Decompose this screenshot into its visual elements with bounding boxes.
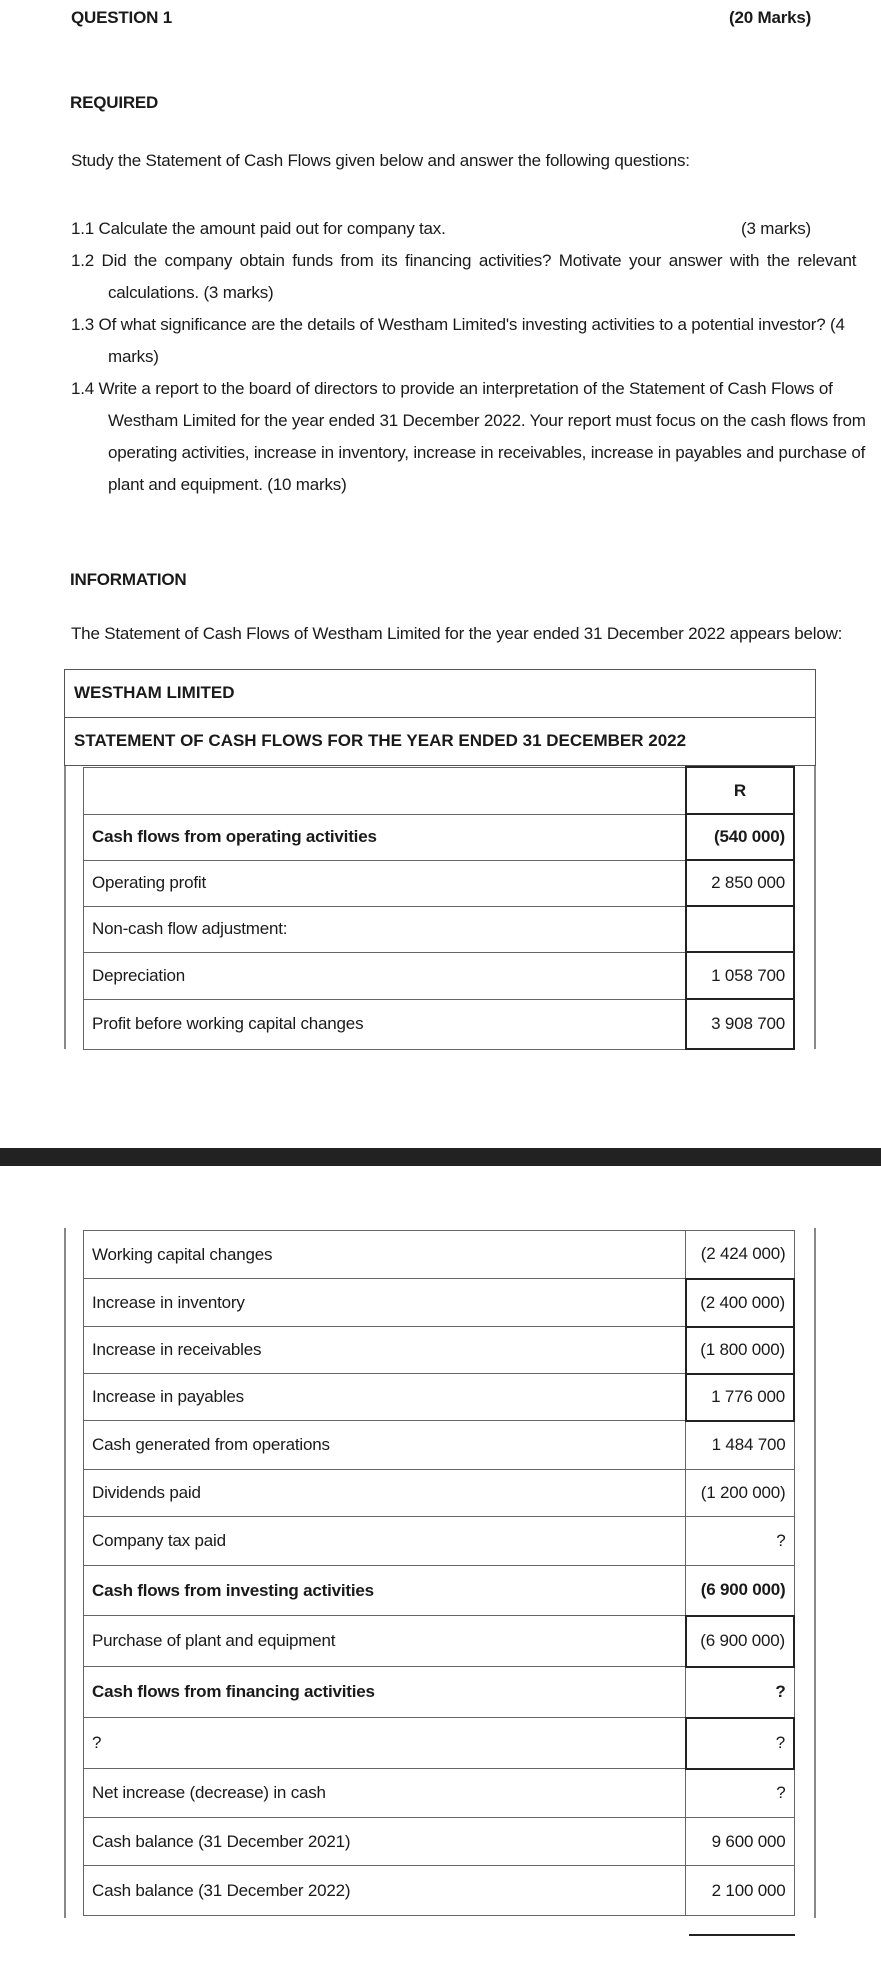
statement-table-part-1: [83, 766, 795, 1050]
row-amount: (2 424 000): [686, 1231, 794, 1279]
row-label: Depreciation: [84, 952, 686, 999]
right-frame-line: [814, 766, 816, 1049]
row-amount: ?: [686, 1718, 794, 1769]
row-amount: (1 800 000): [686, 1327, 794, 1374]
left-frame-line-2: [64, 1228, 66, 1918]
row-label: Cash flows from investing activities: [84, 1566, 686, 1616]
row-amount: (540 000): [686, 814, 794, 860]
row-label: Company tax paid: [84, 1517, 686, 1566]
row-label: Increase in receivables: [84, 1327, 686, 1374]
row-label: Working capital changes: [84, 1231, 686, 1279]
row-label: Net increase (decrease) in cash: [84, 1769, 686, 1818]
question-1-2-line-2: calculations. (3 marks): [108, 283, 274, 302]
information-heading: INFORMATION: [70, 570, 187, 589]
row-label: Operating profit: [84, 860, 686, 906]
table-row: [84, 1470, 795, 1517]
question-1-3-line-2: marks): [108, 347, 159, 366]
row-label: ?: [84, 1718, 686, 1769]
company-name: WESTHAM LIMITED: [74, 683, 235, 702]
currency-header-row: [84, 767, 795, 814]
table-row: [84, 814, 795, 860]
table-row: [84, 1279, 795, 1327]
row-label: Profit before working capital changes: [84, 999, 686, 1049]
table-row: [84, 999, 795, 1049]
table-row: [84, 1769, 795, 1818]
table-row: [84, 952, 795, 999]
table-row: [84, 1566, 795, 1616]
statement-title: STATEMENT OF CASH FLOWS FOR THE YEAR ENDED 31 DECEMBER 2022: [74, 731, 687, 750]
row-amount: ?: [686, 1517, 794, 1566]
table-row: [84, 1667, 795, 1718]
currency-header-desc: [84, 767, 686, 814]
row-label: Increase in payables: [84, 1374, 686, 1421]
statement-table-part-2: [83, 1230, 795, 1916]
question-1-4-line-2: Westham Limited for the year ended 31 December 2022. Your report must focus on the cash flows from: [108, 411, 866, 430]
table-row: [84, 1517, 795, 1566]
row-label: Cash flows from financing activities: [84, 1667, 686, 1718]
row-label: Cash generated from operations: [84, 1421, 686, 1470]
row-amount: 9 600 000: [686, 1818, 794, 1866]
question-1-1-marks: (3 marks): [741, 219, 811, 238]
page-divider: [0, 1148, 881, 1166]
row-amount: [686, 906, 794, 952]
question-title: QUESTION 1: [71, 8, 172, 27]
row-amount: 1 484 700: [686, 1421, 794, 1470]
table-row: [84, 1866, 795, 1916]
row-label: Cash balance (31 December 2021): [84, 1818, 686, 1866]
table-row: [84, 1374, 795, 1421]
question-1-1: [71, 213, 811, 245]
table-row: [84, 906, 795, 952]
row-amount: 2 100 000: [686, 1866, 794, 1916]
row-amount: (6 900 000): [686, 1616, 794, 1667]
company-name-box: [64, 669, 816, 718]
right-frame-line-2: [814, 1228, 816, 1918]
information-intro: The Statement of Cash Flows of Westham Limited for the year ended 31 December 2022 appears below:: [71, 624, 843, 643]
row-label: Cash balance (31 December 2022): [84, 1866, 686, 1916]
row-amount: 3 908 700: [686, 999, 794, 1049]
question-marks: (20 Marks): [729, 8, 812, 27]
row-label: Dividends paid: [84, 1470, 686, 1517]
row-amount: 1 058 700: [686, 952, 794, 999]
table-row: [84, 1616, 795, 1667]
table-row: [84, 1421, 795, 1470]
required-heading: REQUIRED: [70, 93, 159, 112]
row-amount: 2 850 000: [686, 860, 794, 906]
table-row: [84, 1718, 795, 1769]
row-amount: ?: [686, 1769, 794, 1818]
row-amount: (2 400 000): [686, 1279, 794, 1327]
row-amount: (6 900 000): [686, 1566, 794, 1616]
final-balance-underline: [689, 1934, 795, 1936]
table-row: [84, 860, 795, 906]
question-1-4-line-1: 1.4 Write a report to the board of directors to provide an interpretation of the Statement of Cash Flows of: [71, 379, 833, 398]
questions-list: [71, 213, 866, 501]
table-row: [84, 1327, 795, 1374]
question-1-4-line-4: plant and equipment. (10 marks): [108, 475, 347, 494]
row-amount: (1 200 000): [686, 1470, 794, 1517]
row-label: Increase in inventory: [84, 1279, 686, 1327]
row-label: Cash flows from operating activities: [84, 814, 686, 860]
question-1-2-line-1: 1.2 Did the company obtain funds from its financing activities? Motivate your answer with the relevant: [71, 251, 857, 270]
row-label: Purchase of plant and equipment: [84, 1616, 686, 1667]
question-1-3-line-1: 1.3 Of what significance are the details of Westham Limited's investing activities to a potential investor? (4: [71, 315, 845, 334]
row-amount: 1 776 000: [686, 1374, 794, 1421]
row-amount: ?: [686, 1667, 794, 1718]
required-intro: Study the Statement of Cash Flows given below and answer the following questions:: [71, 151, 690, 170]
row-label: Non-cash flow adjustment:: [84, 906, 686, 952]
left-frame-line: [64, 766, 66, 1049]
question-1-1-text: 1.1 Calculate the amount paid out for company tax.: [71, 219, 446, 238]
question-1-4-line-3: operating activities, increase in inventory, increase in receivables, increase in payables and purchase of: [108, 443, 866, 462]
currency-header: R: [686, 767, 794, 814]
table-row: [84, 1231, 795, 1279]
statement-title-box: [64, 717, 816, 766]
table-row: [84, 1818, 795, 1866]
